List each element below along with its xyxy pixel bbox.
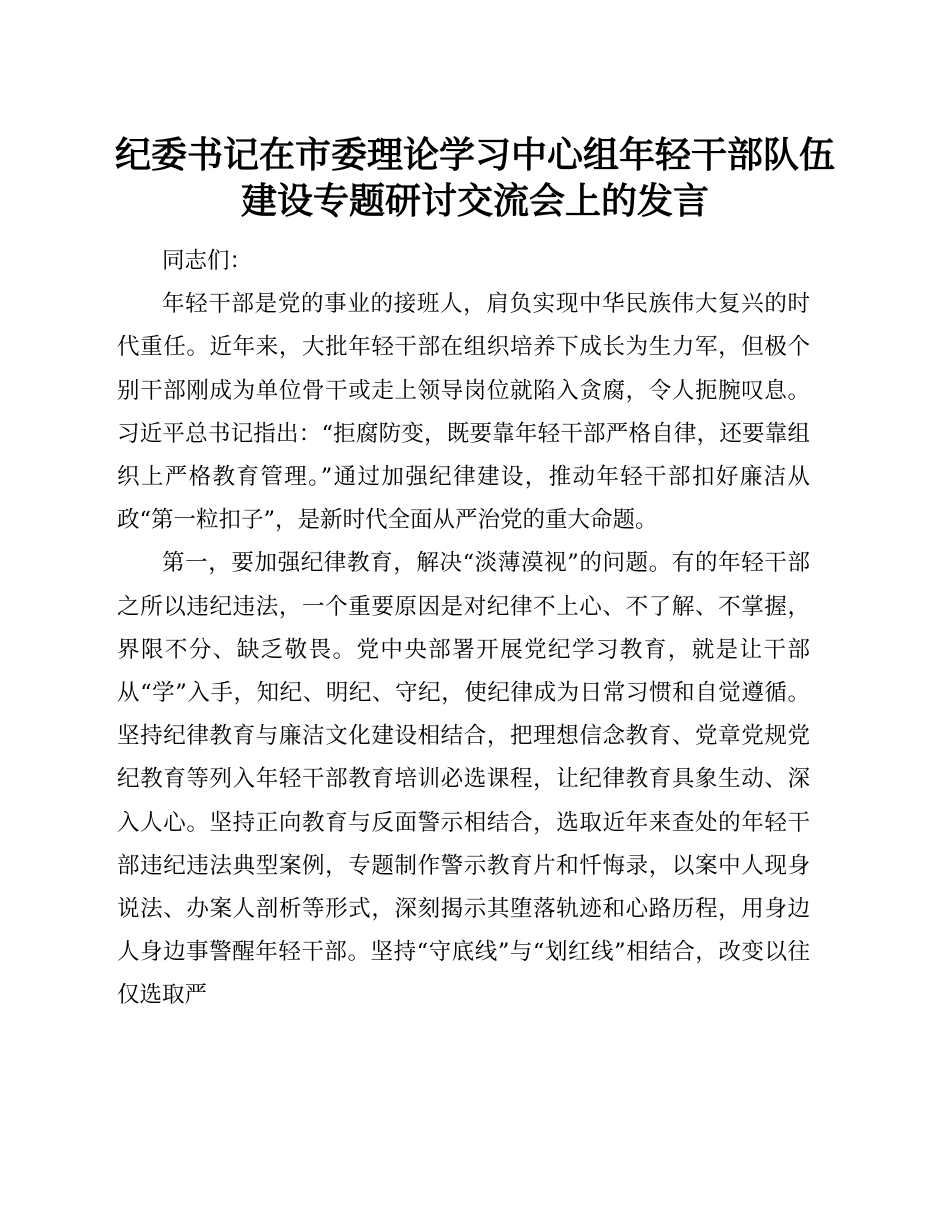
paragraph-intro: 年轻干部是党的事业的接班人，肩负实现中华民族伟大复兴的时代重任。近年来，大批年轻干部在组织培养下成长为生力军，但极个别干部刚成为单位骨干或走上领导岗位就陷入贪腐，令人扼腕叹息。习近平总书记指出：“拒腐防变，既要靠年轻干部严格自律，还要靠组织上严格教育管理。”通过加强纪律建设，推动年轻干部扣好廉洁从政“第一粒扣子”，是新时代全面从严治党的重大命题。	[117, 291, 810, 534]
salutation: 同志们：	[162, 248, 253, 274]
document-title	[100, 132, 850, 224]
title-line-1: 纪委书记在市委理论学习中心组年轻干部队伍	[114, 134, 835, 176]
title-line-2: 建设专题研讨交流会上的发言	[240, 180, 709, 222]
document-body	[117, 240, 810, 1018]
paragraph-first-point: 第一，要加强纪律教育，解决“淡薄漠视”的问题。有的年轻干部之所以违纪违法，一个重要原因是对纪律不上心、不了解、不掌握，界限不分、缺乏敬畏。党中央部署开展党纪学习教育，就是让干部从“学”入手，知纪、明纪、守纪，使纪律成为日常习惯和自觉遵循。坚持纪律教育与廉洁文化建设相结合，把理想信念教育、党章党规党纪教育等列入年轻干部教育培训必选课程，让纪律教育具象生动、深入人心。坚持正向教育与反面警示相结合，选取近年来查处的年轻干部违纪违法典型案例，专题制作警示教育片和忏悔录，以案中人现身说法、办案人剖析等形式，深刻揭示其堕落轨迹和心路历程，用身边人身边事警醒年轻干部。坚持“守底线”与“划红线”相结合，改变以往仅选取严	[117, 550, 810, 1009]
